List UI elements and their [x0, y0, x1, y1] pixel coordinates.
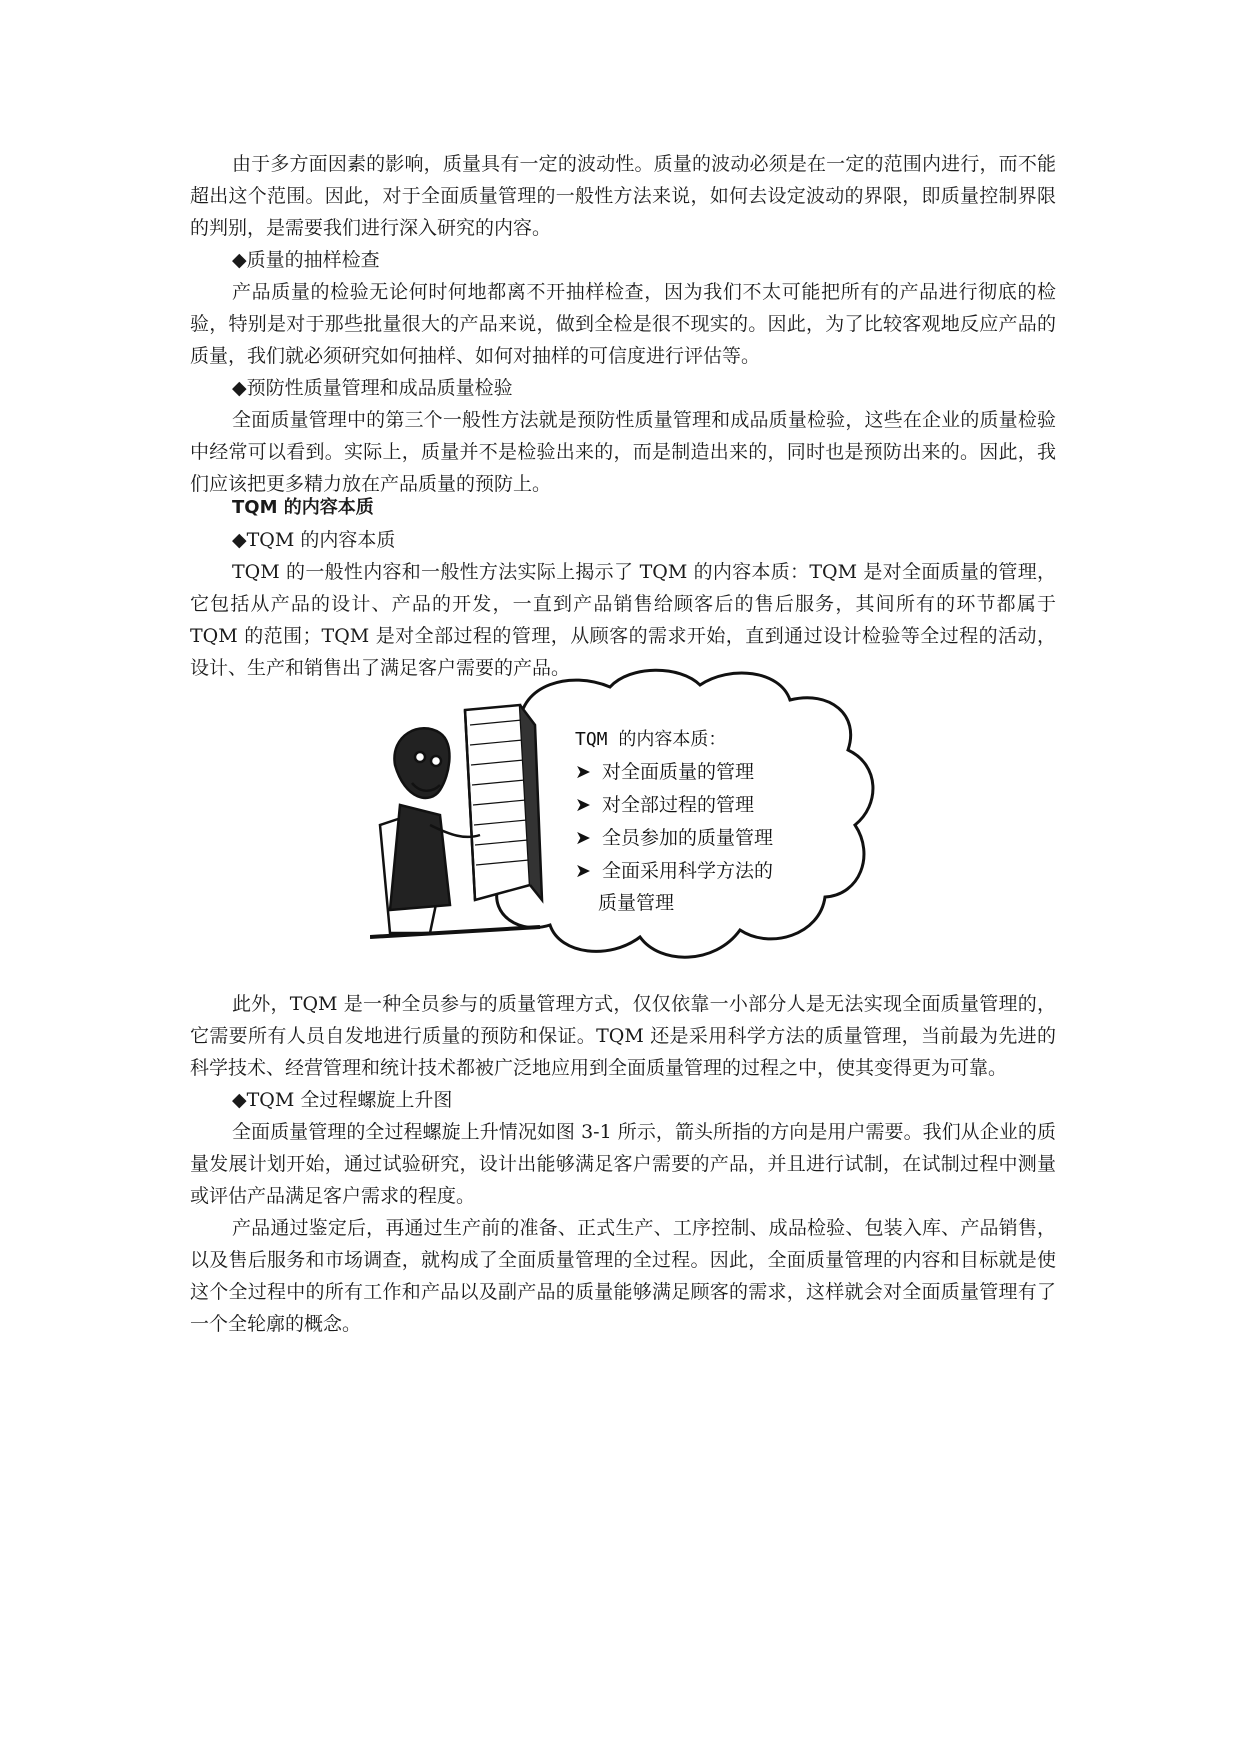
cloud-item: 对全面质量的管理 [602, 761, 755, 783]
cloud-item-arrow: ➤ [575, 794, 591, 816]
bullet-essence: ◆TQM 的内容本质 [232, 529, 396, 551]
cloud-title: TQM 的内容本质： [575, 729, 727, 750]
paragraph-sampling: 产品质量的检验无论何时何地都离不开抽样检查，因为我们不太可能把所有的产品进行彻底的检验，特别是对于那些批量很大的产品来说，做到全检是很不现实的。因此，为了比较客观地反应产品的质量，我们就必须研究如何抽样、如何对抽样的可信度进行评估等。 [190, 281, 1056, 367]
section-tqm-essence [190, 492, 1056, 684]
section-quality-methods [190, 148, 1056, 500]
cloud-item: 对全部过程的管理 [602, 794, 755, 816]
section-participation [190, 988, 1056, 1340]
tqm-cloud-figure [370, 665, 930, 975]
paragraph-prevention: 全面质量管理中的第三个一般性方法就是预防性质量管理和成品质量检验，这些在企业的质量检验中经常可以看到。实际上，质量并不是检验出来的，而是制造出来的，同时也是预防出来的。因此，我们应该把更多精力放在产品质量的预防上。 [190, 409, 1056, 495]
bullet-sampling: ◆质量的抽样检查 [232, 249, 380, 271]
paragraph-essence: TQM 的一般性内容和一般性方法实际上揭示了 TQM 的内容本质：TQM 是对全面质量的管理，它包括从产品的设计、产品的开发，一直到产品销售给顾客后的售后服务，其间所有的环节都属于 TQM 的范围；TQM 是对全部过程的管理，从顾客的需求开始，直到通过设计检验等全过程的活动，设计、生产和销售出了满足客户需要的产品。 [190, 561, 1056, 679]
bullet-spiral: ◆TQM 全过程螺旋上升图 [232, 1089, 453, 1111]
cloud-item: 质量管理 [598, 892, 675, 914]
section-heading: TQM 的内容本质 [232, 497, 374, 518]
cloud-item: 全员参加的质量管理 [602, 827, 774, 849]
cloud-illustration [370, 665, 930, 975]
paragraph-fluctuation: 由于多方面因素的影响，质量具有一定的波动性。质量的波动必须是在一定的范围内进行，而不能超出这个范围。因此，对于全面质量管理的一般性方法来说，如何去设定波动的界限，即质量控制界限的判别，是需要我们进行深入研究的内容。 [190, 153, 1056, 239]
cloud-item: 全面采用科学方法的 [602, 860, 774, 882]
paragraph-final: 产品通过鉴定后，再通过生产前的准备、正式生产、工序控制、成品检验、包装入库、产品销售，以及售后服务和市场调查，就构成了全面质量管理的全过程。因此，全面质量管理的内容和目标就是使这个全过程中的所有工作和产品以及副产品的质量能够满足顾客的需求，这样就会对全面质量管理有了一个全轮廓的概念。 [190, 1217, 1056, 1335]
paragraph-participation: 此外，TQM 是一种全员参与的质量管理方式，仅仅依靠一小部分人是无法实现全面质量管理的，它需要所有人员自发地进行质量的预防和保证。TQM 还是采用科学方法的质量管理，当前最为先进的科学技术、经营管理和统计技术都被广泛地应用到全面质量管理的过程之中，使其变得更为可靠。 [190, 993, 1056, 1079]
cloud-item-arrow: ➤ [575, 761, 591, 783]
bullet-prevention: ◆预防性质量管理和成品质量检验 [232, 377, 513, 399]
cloud-item-arrow: ➤ [575, 860, 591, 882]
cloud-item-arrow: ➤ [575, 827, 591, 849]
paragraph-spiral: 全面质量管理的全过程螺旋上升情况如图 3-1 所示，箭头所指的方向是用户需要。我们从企业的质量发展计划开始，通过试验研究，设计出能够满足客户需要的产品，并且进行试制，在试制过程中测量或评估产品满足客户需求的程度。 [190, 1121, 1056, 1207]
